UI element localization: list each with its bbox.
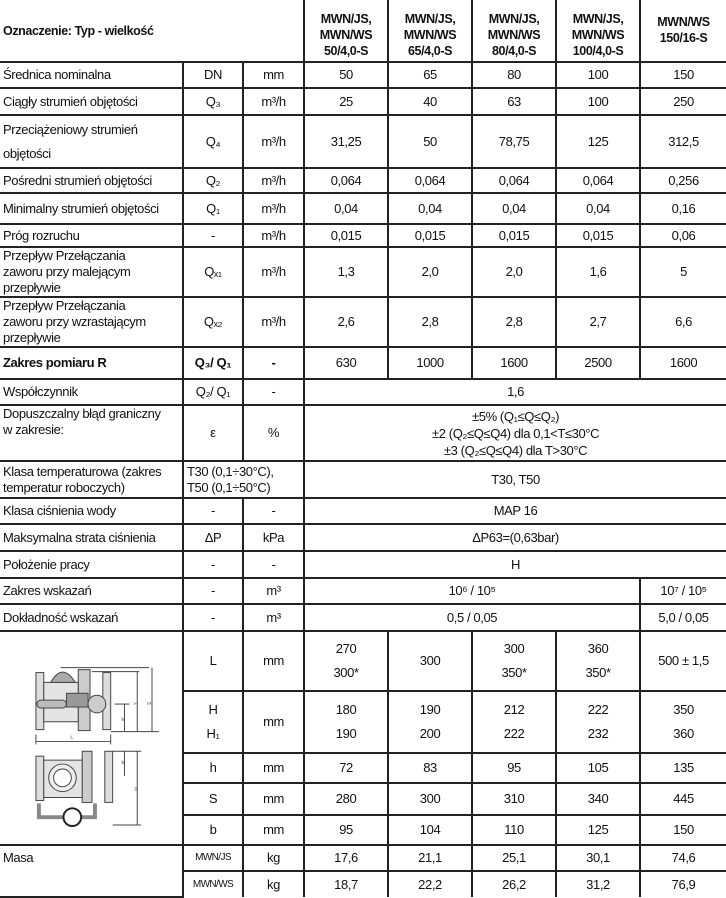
row-value: 0,04 (556, 193, 640, 224)
table-row (0, 578, 726, 604)
dimension-symbol: H H₁ (183, 691, 243, 753)
dimension-value: 340 (556, 783, 640, 815)
row-symbol: Q₃/ Q₁ (183, 347, 243, 379)
row-value: 1000 (388, 347, 472, 379)
row-symbol: Qₓ₂ (183, 297, 243, 347)
dimension-value: 190 200 (388, 691, 472, 753)
row-symbol: - (183, 498, 243, 524)
row-label: Dokładność wskazań (0, 604, 183, 631)
table-row (0, 524, 726, 551)
row-symbol: DN (183, 62, 243, 88)
table-row (0, 297, 726, 347)
table-row (0, 604, 726, 631)
dimension-value: 212 222 (472, 691, 556, 753)
dimension-value: 300 350* (472, 631, 556, 691)
table-row (0, 224, 726, 247)
dimension-unit: mm (243, 631, 304, 691)
dimension-value: 310 (472, 783, 556, 815)
row-symbol: Q₂/ Q₁ (183, 379, 243, 405)
row-value: 0,04 (304, 193, 388, 224)
model-header: MWN/JS, MWN/WS 65/4,0-S (388, 0, 472, 62)
row-label: Położenie pracy (0, 551, 183, 578)
dimension-value: 110 (472, 815, 556, 845)
water-meter-drawing (0, 648, 183, 828)
row-unit: m³/h (243, 88, 304, 115)
meter-drawing (0, 631, 183, 845)
row-unit: mm (243, 62, 304, 88)
row-value: 2,6 (304, 297, 388, 347)
mass-value: 30,1 (556, 845, 640, 871)
row-symbol: Q₄ (183, 115, 243, 168)
row-value: 0,015 (388, 224, 472, 247)
dimension-value: 300 (388, 631, 472, 691)
dimension-symbol: L (183, 631, 243, 691)
row-label: Zakres pomiaru R (0, 347, 183, 379)
row-value: 0,256 (640, 168, 726, 193)
row-symbol: ε (183, 405, 243, 461)
row-value: H (304, 551, 726, 578)
row-value: 150 (640, 62, 726, 88)
row-unit: m³/h (243, 297, 304, 347)
drawing-label-S: S (134, 787, 138, 793)
row-value: MAP 16 (304, 498, 726, 524)
row-value: 2,0 (388, 247, 472, 297)
dimension-value: 150 (640, 815, 726, 845)
mass-value: 18,7 (304, 871, 388, 897)
row-value: 312,5 (640, 115, 726, 168)
row-value: 0,064 (472, 168, 556, 193)
table-row (0, 168, 726, 193)
header-row (0, 0, 726, 62)
row-value: 2,7 (556, 297, 640, 347)
row-value: 0,015 (304, 224, 388, 247)
row-value: 0,04 (472, 193, 556, 224)
drawing-label-L: L (70, 735, 73, 741)
table-row (0, 115, 726, 168)
row-value: 0,06 (640, 224, 726, 247)
row-value: 1600 (640, 347, 726, 379)
dimension-value: 135 (640, 753, 726, 783)
row-value: 0,04 (388, 193, 472, 224)
row-value: ΔP63=(0,63bar) (304, 524, 726, 551)
row-value: 10⁷ / 10⁵ (640, 578, 726, 604)
row-unit: m³/h (243, 168, 304, 193)
table-row (0, 347, 726, 379)
row-value: 63 (472, 88, 556, 115)
dimension-value: 83 (388, 753, 472, 783)
row-value: 1,6 (556, 247, 640, 297)
model-header: MWN/JS, MWN/WS 50/4,0-S (304, 0, 388, 62)
row-value: 0,064 (304, 168, 388, 193)
drawing-label-H1: H' (147, 702, 151, 708)
row-symbol: - (183, 578, 243, 604)
row-label: Przeciążeniowy strumień objętości (0, 115, 183, 168)
row-value: 0,5 / 0,05 (304, 604, 640, 631)
table-row (0, 88, 726, 115)
row-value: 1,3 (304, 247, 388, 297)
row-value: 65 (388, 62, 472, 88)
dimension-symbol: b (183, 815, 243, 845)
row-unit: - (243, 551, 304, 578)
table-title: Oznaczenie: Typ - wielkość (0, 0, 304, 62)
dimension-row (0, 631, 726, 691)
row-symbol: T30 (0,1÷30°C), T50 (0,1÷50°C) (183, 461, 304, 498)
row-value: 100 (556, 88, 640, 115)
dimension-value: 95 (304, 815, 388, 845)
row-value: 5,0 / 0,05 (640, 604, 726, 631)
row-symbol: Q₂ (183, 168, 243, 193)
row-value: 125 (556, 115, 640, 168)
row-symbol: - (183, 551, 243, 578)
row-symbol: - (183, 604, 243, 631)
row-unit: m³/h (243, 247, 304, 297)
row-value: 78,75 (472, 115, 556, 168)
dimension-value: 105 (556, 753, 640, 783)
model-header: MWN/WS 150/16-S (640, 0, 726, 62)
row-unit: m³/h (243, 115, 304, 168)
row-unit: - (243, 347, 304, 379)
mass-variant: MWN/JS (183, 845, 243, 871)
row-label: Pośredni strumień objętości (0, 168, 183, 193)
row-value: 40 (388, 88, 472, 115)
table-row (0, 498, 726, 524)
mass-label: Masa (0, 845, 183, 897)
mass-value: 17,6 (304, 845, 388, 871)
row-symbol: ΔP (183, 524, 243, 551)
row-label: Maksymalna strata ciśnienia (0, 524, 183, 551)
row-label: Przepływ Przełączania zaworu przy wzrastającym przepływie (0, 297, 183, 347)
dimension-symbol: h (183, 753, 243, 783)
drawing-label-H: H (134, 702, 138, 708)
row-value: 0,16 (640, 193, 726, 224)
mass-variant: MWN/WS (183, 871, 243, 897)
row-unit: m³/h (243, 193, 304, 224)
row-unit: - (243, 498, 304, 524)
mass-value: 26,2 (472, 871, 556, 897)
dimension-value: 125 (556, 815, 640, 845)
row-symbol: Q₁ (183, 193, 243, 224)
dimension-value: 104 (388, 815, 472, 845)
row-value: 1,6 (304, 379, 726, 405)
dimension-value: 300 (388, 783, 472, 815)
dimension-unit: mm (243, 815, 304, 845)
row-unit: m³ (243, 604, 304, 631)
mass-row (0, 845, 726, 871)
row-unit: kPa (243, 524, 304, 551)
row-symbol: Q₃ (183, 88, 243, 115)
row-value: 630 (304, 347, 388, 379)
dimension-value: 95 (472, 753, 556, 783)
drawing-label-h: h (121, 717, 124, 723)
row-value: 0,015 (472, 224, 556, 247)
mass-unit: kg (243, 845, 304, 871)
row-value: 0,064 (388, 168, 472, 193)
dimension-unit: mm (243, 691, 304, 753)
row-value: 0,064 (556, 168, 640, 193)
row-label: Ciągły strumień objętości (0, 88, 183, 115)
mass-value: 25,1 (472, 845, 556, 871)
row-label: Średnica nominalna (0, 62, 183, 88)
row-label: Współczynnik (0, 379, 183, 405)
table-row (0, 461, 726, 498)
row-value: 25 (304, 88, 388, 115)
dimension-value: 360 350* (556, 631, 640, 691)
row-label: Minimalny strumień objętości (0, 193, 183, 224)
row-value: 2,8 (388, 297, 472, 347)
row-unit: % (243, 405, 304, 461)
dimension-value: 350 360 (640, 691, 726, 753)
row-value: ±5% (Q₁≤Q≤Q₂) ±2 (Q₂≤Q≤Q4) dla 0,1<T≤30°C ±3 (Q₂≤Q≤Q4) dla T>30°C (304, 405, 726, 461)
dimension-symbol: S (183, 783, 243, 815)
mass-value: 76,9 (640, 871, 726, 897)
row-value: T30, T50 (304, 461, 726, 498)
row-value: 50 (304, 62, 388, 88)
row-value: 10⁶ / 10⁵ (304, 578, 640, 604)
table-row (0, 551, 726, 578)
row-unit: m³ (243, 578, 304, 604)
row-value: 2,0 (472, 247, 556, 297)
row-label: Klasa temperaturowa (zakres temperatur roboczych) (0, 461, 183, 498)
row-label: Przepływ Przełączania zaworu przy malejącym przepływie (0, 247, 183, 297)
drawing-label-b: b (121, 761, 124, 767)
mass-value: 74,6 (640, 845, 726, 871)
row-label: Zakres wskazań (0, 578, 183, 604)
dimension-value: 222 232 (556, 691, 640, 753)
row-value: 5 (640, 247, 726, 297)
model-header: MWN/JS, MWN/WS 100/4,0-S (556, 0, 640, 62)
row-symbol: Qₓ₁ (183, 247, 243, 297)
row-value: 0,015 (556, 224, 640, 247)
mass-unit: kg (243, 871, 304, 897)
table-row (0, 193, 726, 224)
row-value: 2,8 (472, 297, 556, 347)
row-value: 6,6 (640, 297, 726, 347)
row-label: Próg rozruchu (0, 224, 183, 247)
table-row (0, 62, 726, 88)
dimension-value: 180 190 (304, 691, 388, 753)
mass-value: 31,2 (556, 871, 640, 897)
row-value: 50 (388, 115, 472, 168)
row-symbol: - (183, 224, 243, 247)
row-value: 100 (556, 62, 640, 88)
dimension-value: 445 (640, 783, 726, 815)
row-label: Dopuszczalny błąd graniczny w zakresie: (0, 405, 183, 461)
row-value: 2500 (556, 347, 640, 379)
row-value: 250 (640, 88, 726, 115)
dimension-unit: mm (243, 753, 304, 783)
table-row (0, 247, 726, 297)
row-unit: m³/h (243, 224, 304, 247)
dimension-value: 280 (304, 783, 388, 815)
dimension-value: 500 ± 1,5 (640, 631, 726, 691)
row-unit: - (243, 379, 304, 405)
model-header: MWN/JS, MWN/WS 80/4,0-S (472, 0, 556, 62)
dimension-value: 72 (304, 753, 388, 783)
row-label: Klasa ciśnienia wody (0, 498, 183, 524)
row-value: 31,25 (304, 115, 388, 168)
row-value: 80 (472, 62, 556, 88)
table-row (0, 405, 726, 461)
mass-value: 22,2 (388, 871, 472, 897)
row-value: 1600 (472, 347, 556, 379)
mass-value: 21,1 (388, 845, 472, 871)
dimension-unit: mm (243, 783, 304, 815)
dimension-value: 270 300* (304, 631, 388, 691)
table-row (0, 379, 726, 405)
